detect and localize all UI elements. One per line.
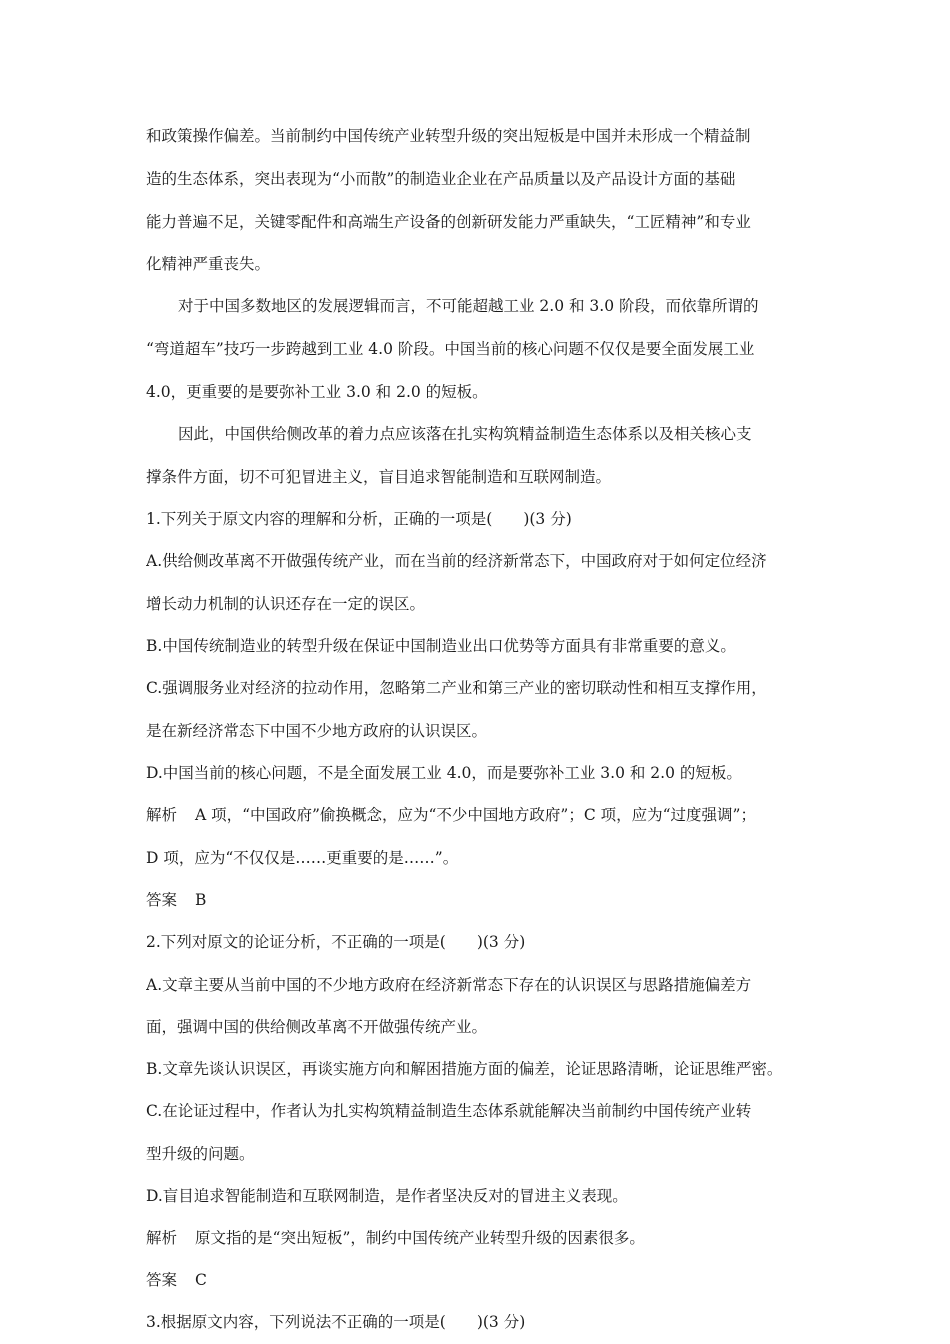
- q1-analysis-line: [146, 805, 816, 825]
- answer-value: C: [195, 1271, 207, 1289]
- question-1-stem: 1.下列关于原文内容的理解和分析，正确的一项是( )(3 分): [146, 510, 572, 528]
- question-2-stem: 2.下列对原文的论证分析，不正确的一项是( )(3 分): [146, 933, 526, 951]
- q1-analysis-line: D 项，应为“不仅仅是……更重要的是……”。: [146, 849, 459, 867]
- answer-label: 答案: [146, 1271, 178, 1289]
- q1-option-a-line: A.供给侧改革离不开做强传统产业，而在当前的经济新常态下，中国政府对于如何定位经济: [146, 552, 767, 570]
- analysis-label: 解析: [146, 806, 178, 824]
- paragraph-line: 对于中国多数地区的发展逻辑而言，不可能超越工业 2.0 和 3.0 阶段，而依靠所谓的: [178, 297, 759, 315]
- q1-option-a-line: 增长动力机制的认识还存在一定的误区。: [146, 595, 426, 613]
- q1-answer-line: [146, 890, 816, 910]
- paragraph-line: 能力普遍不足，关键零配件和高端生产设备的创新研发能力严重缺失，“工匠精神”和专业: [146, 213, 751, 231]
- analysis-text: A 项，“中国政府”偷换概念，应为“不少中国地方政府”；C 项，应为“过度强调”；: [195, 806, 756, 824]
- paragraph-line: 4.0，更重要的是要弥补工业 3.0 和 2.0 的短板。: [146, 383, 488, 401]
- q1-option-c-line: 是在新经济常态下中国不少地方政府的认识误区。: [146, 722, 488, 740]
- q1-option-c-line: C.强调服务业对经济的拉动作用，忽略第二产业和第三产业的密切联动性和相互支撑作用，: [146, 679, 767, 697]
- answer-label: 答案: [146, 891, 178, 909]
- q2-option-b: B.文章先谈认识误区，再谈实施方向和解困措施方面的偏差，论证思路清晰，论证思维严密。: [146, 1060, 783, 1078]
- q2-option-c-line: 型升级的问题。: [146, 1145, 255, 1163]
- q1-option-d: D.中国当前的核心问题，不是全面发展工业 4.0，而是要弥补工业 3.0 和 2.0 的短板。: [146, 764, 742, 782]
- q2-answer-line: [146, 1270, 816, 1290]
- q1-option-b: B.中国传统制造业的转型升级在保证中国制造业出口优势等方面具有非常重要的意义。: [146, 637, 736, 655]
- q2-analysis-line: [146, 1228, 816, 1248]
- paragraph-line: 和政策操作偏差。当前制约中国传统产业转型升级的突出短板是中国并未形成一个精益制: [146, 127, 751, 145]
- q2-option-d: D.盲目追求智能制造和互联网制造，是作者坚决反对的冒进主义表现。: [146, 1187, 628, 1205]
- q2-option-a-line: 面，强调中国的供给侧改革离不开做强传统产业。: [146, 1018, 488, 1036]
- paragraph-line: 撑条件方面，切不可犯冒进主义，盲目追求智能制造和互联网制造。: [146, 468, 612, 486]
- paragraph-line: 造的生态体系，突出表现为“小而散”的制造业企业在产品质量以及产品设计方面的基础: [146, 170, 736, 188]
- answer-value: B: [195, 891, 207, 909]
- analysis-text: 原文指的是“突出短板”，制约中国传统产业转型升级的因素很多。: [195, 1229, 645, 1247]
- paragraph-line: “弯道超车”技巧一步跨越到工业 4.0 阶段。中国当前的核心问题不仅仅是要全面发展工业: [146, 340, 755, 358]
- q2-option-a-line: A.文章主要从当前中国的不少地方政府在经济新常态下存在的认识误区与思路措施偏差方: [146, 976, 752, 994]
- paragraph-line: 因此，中国供给侧改革的着力点应该落在扎实构筑精益制造生态体系以及相关核心支: [178, 425, 752, 443]
- q2-option-c-line: C.在论证过程中，作者认为扎实构筑精益制造生态体系就能解决当前制约中国传统产业转: [146, 1102, 752, 1120]
- question-3-stem: 3.根据原文内容，下列说法不正确的一项是( )(3 分): [146, 1313, 526, 1331]
- paragraph-line: 化精神严重丧失。: [146, 255, 271, 273]
- analysis-label: 解析: [146, 1229, 178, 1247]
